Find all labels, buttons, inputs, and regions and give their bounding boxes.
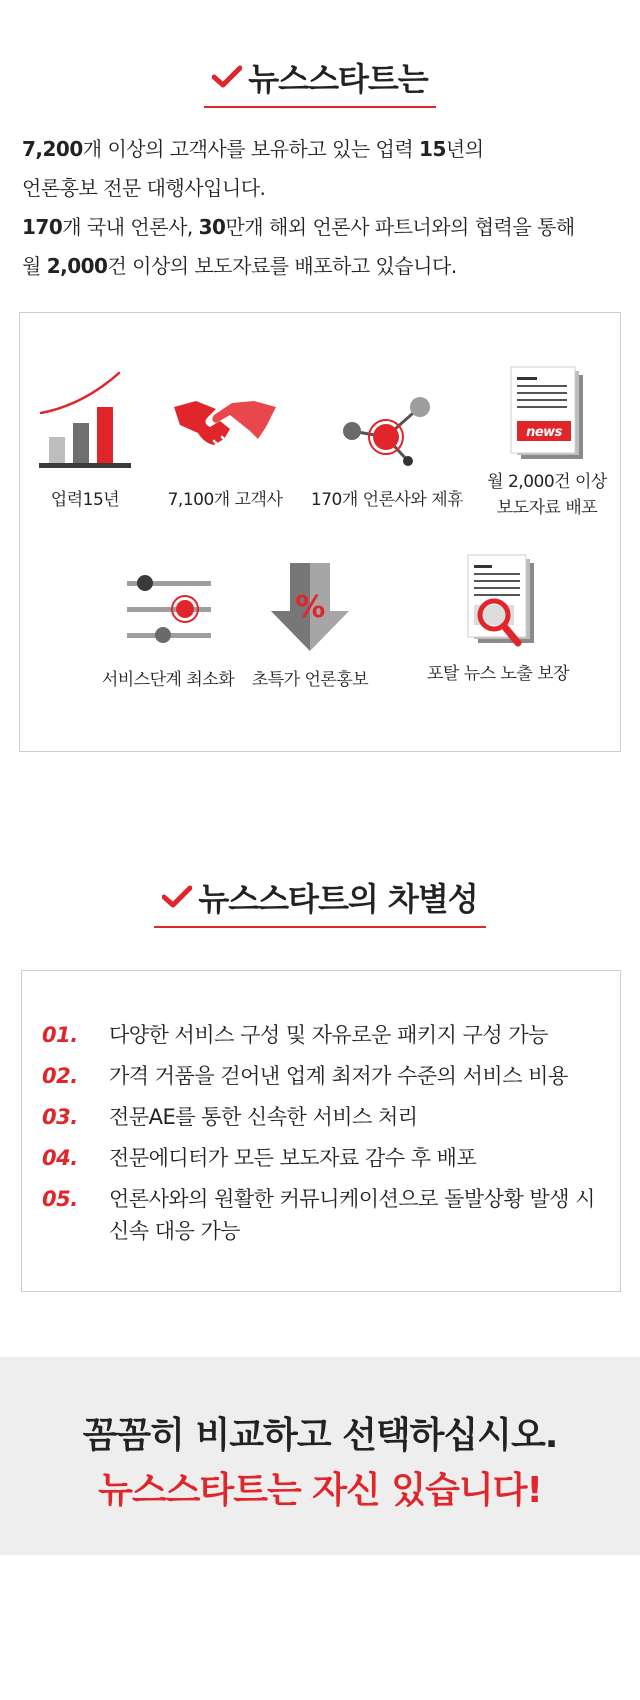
closing-banner — [0, 1357, 640, 1555]
feature-label: 업력15년 — [50, 490, 120, 510]
differentiators-box — [21, 970, 621, 1292]
banner-line-1: 꼼꼼히 비교하고 선택하십시오. — [82, 1415, 558, 1456]
news-badge-text: news — [526, 425, 562, 440]
growth-chart-icon — [35, 369, 135, 473]
feature-label-line-1: 월 2,000건 이상 — [487, 472, 607, 492]
list-item-text: 가격 거품을 걷어낸 업계 최저가 수준의 서비스 비용 — [109, 1064, 568, 1088]
intro-text: 개 이상의 고객사를 보유하고 있는 업력 — [82, 137, 420, 161]
list-item — [42, 1019, 602, 1051]
list-item-number: 02. — [42, 1064, 78, 1088]
features-box — [19, 312, 621, 752]
feature-label: 포탈 뉴스 노출 보장 — [426, 664, 570, 684]
newspaper-icon — [497, 365, 597, 465]
section-title-text: 뉴스스타트는 — [248, 60, 428, 98]
feature-partners — [302, 369, 472, 513]
list-item-number: 05. — [42, 1187, 78, 1211]
check-icon — [162, 885, 192, 909]
intro-line-3 — [22, 208, 622, 247]
list-item — [42, 1101, 602, 1133]
feature-monthly-release — [472, 365, 622, 521]
list-item-text: 전문에디터가 모든 보도자료 감수 후 배포 — [109, 1146, 477, 1170]
feature-discount — [220, 561, 400, 693]
feature-customers — [150, 369, 300, 513]
list-item-number: 01. — [42, 1023, 78, 1047]
section-title-underline — [154, 874, 485, 928]
intro-line-2: 언론홍보 전문 대행사입니다. — [22, 176, 266, 200]
list-item — [42, 1142, 602, 1174]
intro-foreign-count: 30 — [198, 215, 226, 239]
intro-years: 15 — [419, 137, 446, 161]
section-title-underline — [204, 54, 435, 108]
intro-text: 월 — [22, 254, 47, 278]
intro-text: 만개 해외 언론사 파트너와의 협력을 통해 — [225, 215, 575, 239]
intro-monthly-count: 2,000 — [46, 254, 108, 278]
feature-label: 170개 언론사와 제휴 — [310, 490, 464, 510]
section-title-text: 뉴스스타트의 차별성 — [198, 880, 478, 918]
discount-arrow-icon — [255, 561, 365, 657]
network-icon — [332, 369, 442, 473]
list-item-text: 전문AE를 통한 신속한 서비스 처리 — [109, 1105, 418, 1129]
percent-badge-text: % — [295, 590, 325, 625]
check-icon — [212, 65, 242, 89]
feature-label: 7,100개 고객사 — [167, 490, 283, 510]
list-item-number: 03. — [42, 1105, 78, 1129]
intro-text: 개 국내 언론사, — [62, 215, 199, 239]
list-item-text: 언론사와의 원활한 커뮤니케이션으로 돌발상황 발생 시 신속 대응 가능 — [109, 1187, 595, 1243]
intro-line-4 — [22, 247, 622, 286]
feature-label-line-2: 보도자료 배포 — [496, 498, 598, 518]
feature-portal-exposure — [398, 553, 598, 687]
intro-text: 건 이상의 보도자료를 배포하고 있습니다. — [107, 254, 457, 278]
section-title-differentiators — [0, 874, 640, 928]
list-item-number: 04. — [42, 1146, 78, 1170]
handshake-icon — [170, 369, 280, 473]
banner-line-2: 뉴스스타트는 자신 있습니다! — [98, 1470, 542, 1511]
sliders-icon — [113, 561, 223, 657]
feature-history — [20, 369, 150, 513]
intro-domestic-count: 170 — [22, 215, 63, 239]
document-search-icon — [448, 553, 548, 657]
intro-text: 년의 — [445, 137, 484, 161]
intro-paragraph — [22, 130, 622, 286]
feature-label: 초특가 언론홍보 — [251, 670, 369, 690]
section-title-about — [0, 54, 640, 108]
intro-line-1 — [22, 130, 622, 169]
intro-customers-count: 7,200 — [22, 137, 83, 161]
list-item-text: 다양한 서비스 구성 및 자유로운 패키지 구성 가능 — [109, 1023, 548, 1047]
feature-label: 서비스단계 최소화 — [101, 670, 235, 690]
list-item — [42, 1183, 602, 1247]
list-item — [42, 1060, 602, 1092]
